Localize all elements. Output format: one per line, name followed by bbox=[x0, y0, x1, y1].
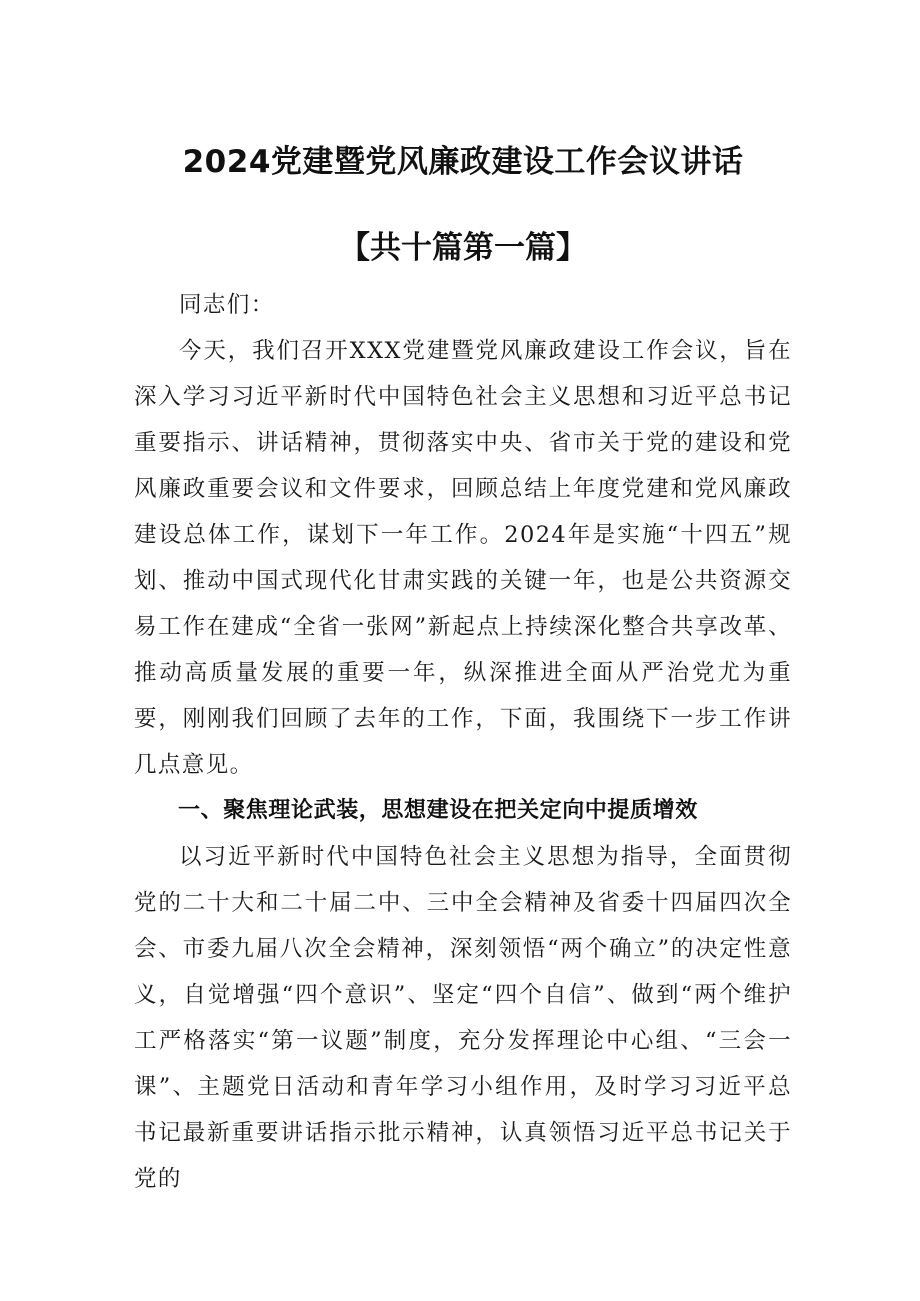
salutation: 同志们： bbox=[179, 292, 275, 318]
opening-paragraph: 今天，我们召开XXX党建暨党风廉政建设工作会议，旨在深入学习习近平新时代中国特色社会主义思想和习近平总书记重要指示、讲话精神，贯彻落实中央、省市关于党的建设和党风廉政重要会议和文件要求，回顾总结上年度党建和党风廉政建设总体工作，谋划下一年工作。2024年是实施“十四五”规划、推动中国式现代化甘肃实践的关键一年，也是公共资源交易工作在建成“全省一张网”新起点上持续深化整合共享改革、推动高质量发展的重要一年，纵深推进全面从严治党尤为重要，刚刚我们回顾了去年的工作，下面，我围绕下一步工作讲几点意见。 bbox=[134, 338, 792, 778]
document-title: 2024党建暨党风廉政建设工作会议讲话 bbox=[182, 144, 744, 180]
section-1-paragraph: 以习近平新时代中国特色社会主义思想为指导，全面贯彻党的二十大和二十届二中、三中全会精神及省委十四届四次全会、市委九届八次全会精神，深刻领悟“两个确立”的决定性意义，自觉增强“四个意识”、坚定“四个自信”、做到“两个维护工严格落实“第一议题”制度，充分发挥理论中心组、“三会一课”、主题党日活动和青年学习小组作用，及时学习习近平总书记最新重要讲话指示批示精神，认真领悟习近平总书记关于党的 bbox=[134, 844, 792, 1192]
document-subtitle: 【共十篇第一篇】 bbox=[339, 230, 587, 266]
section-heading-1: 一、聚焦理论武装，思想建设在把关定向中提质增效 bbox=[178, 798, 698, 823]
